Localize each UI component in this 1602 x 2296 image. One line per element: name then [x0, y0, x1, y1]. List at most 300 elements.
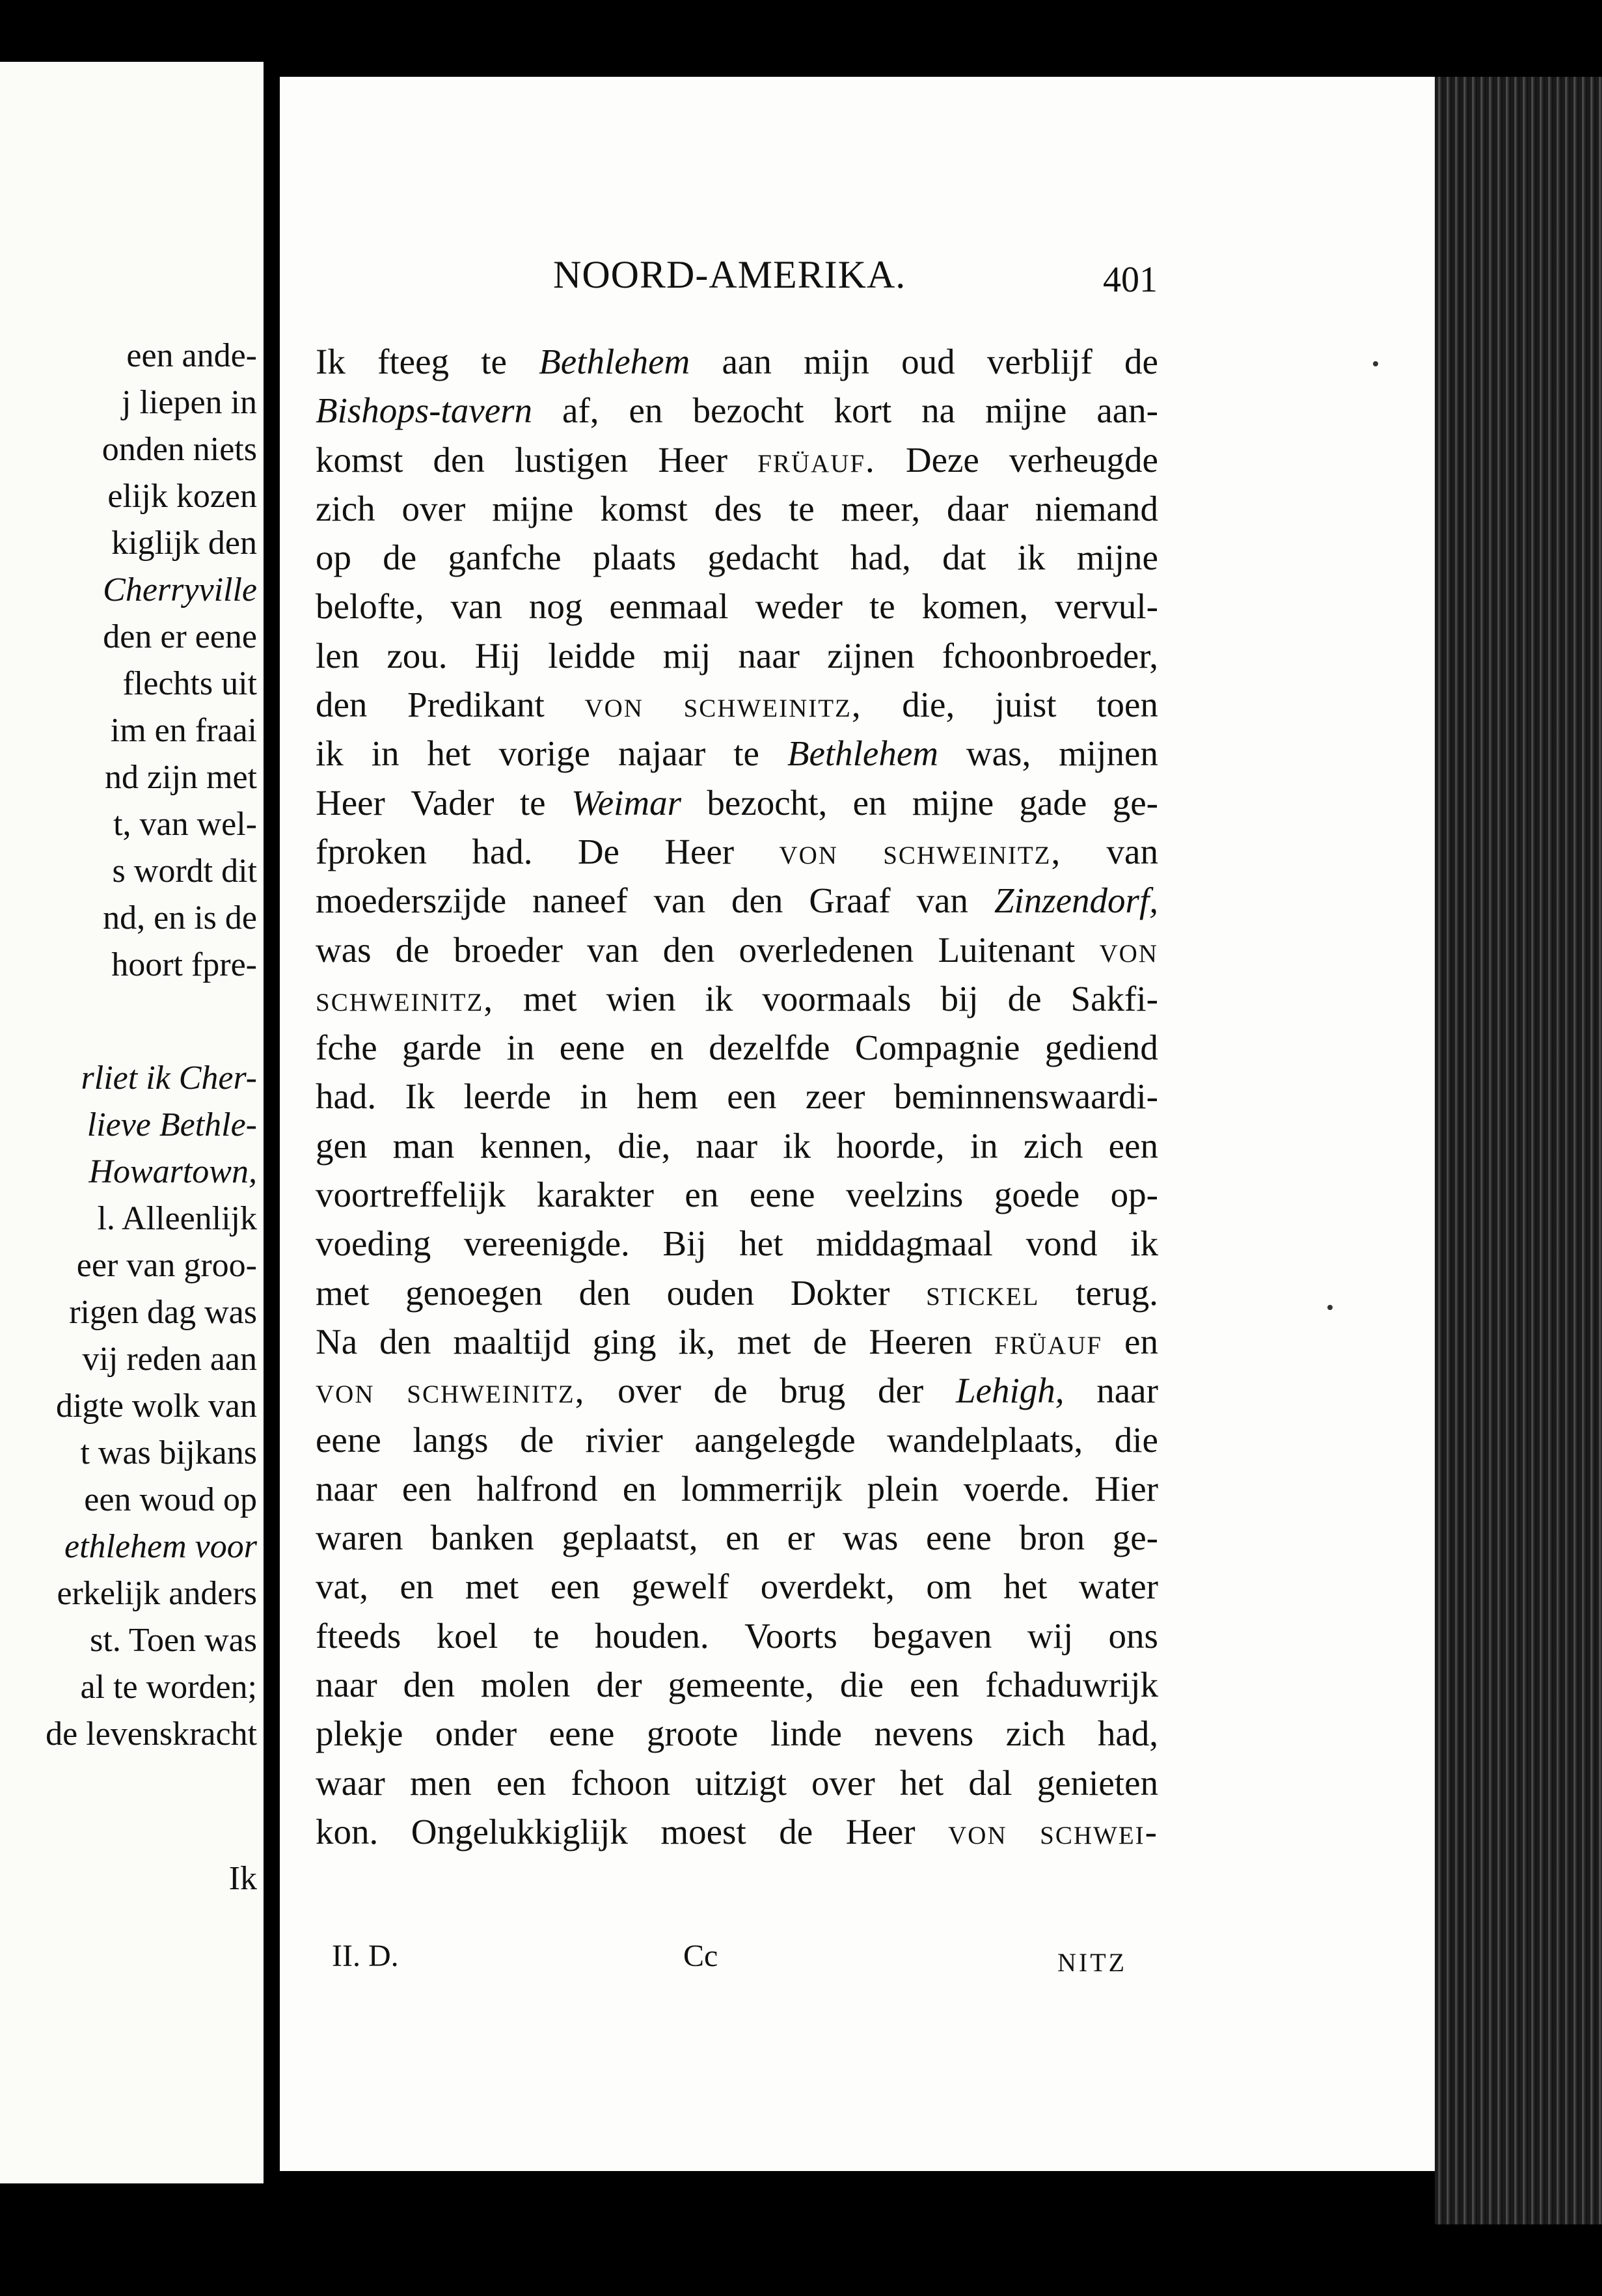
word: zich — [316, 488, 375, 528]
word: den — [316, 685, 368, 725]
word: vond — [1025, 1223, 1098, 1264]
word: ik — [705, 978, 733, 1018]
body-line — [316, 337, 1158, 386]
word: belofte, — [316, 586, 424, 627]
left-page-line: flechts uit — [122, 665, 257, 702]
word: mijne — [985, 390, 1067, 431]
word: terug. — [1076, 1272, 1158, 1313]
word: in — [970, 1125, 998, 1166]
word: komst — [600, 488, 688, 528]
word: eene — [559, 1028, 625, 1068]
word: af, — [562, 390, 599, 431]
word: karakter — [536, 1175, 654, 1215]
word: voeding — [316, 1223, 431, 1264]
word: mijne — [1076, 538, 1158, 578]
word: had. — [472, 831, 533, 871]
word: schweinitz, — [883, 831, 1062, 871]
word: rivier — [585, 1419, 663, 1460]
word: en — [852, 782, 887, 823]
word: hoorde, — [836, 1125, 945, 1166]
word: komen, — [921, 586, 1029, 627]
word: genoegen — [405, 1272, 543, 1313]
word: ge- — [1112, 782, 1158, 823]
body-line — [316, 533, 1158, 582]
left-page-line: Ik — [228, 1860, 257, 1897]
word: Ik — [316, 342, 346, 381]
word: Zinzendorf, — [994, 881, 1158, 921]
word: Bethlehem — [787, 733, 938, 774]
word: linde — [770, 1714, 842, 1754]
word: met — [737, 1321, 791, 1361]
word: najaar — [618, 733, 706, 774]
word: Graaf — [809, 881, 891, 921]
word: schwei- — [1040, 1811, 1158, 1852]
left-page-line: digte wolk van — [55, 1387, 257, 1425]
word: gedacht — [707, 538, 819, 578]
word: het — [899, 1762, 944, 1803]
body-line — [316, 925, 1158, 974]
word: bron — [1019, 1518, 1085, 1558]
body-line — [316, 1611, 1158, 1660]
speck — [1327, 1305, 1333, 1310]
word: bezocht, — [707, 782, 828, 823]
body-line — [316, 386, 1158, 435]
word: houden. — [595, 1615, 709, 1656]
word: weder — [755, 586, 843, 627]
word: fchaduwrijk — [985, 1665, 1158, 1705]
word: plaats — [592, 538, 677, 578]
word: die, — [902, 685, 955, 725]
word: bij — [940, 978, 979, 1018]
word: naneef — [532, 881, 628, 921]
word: fteeg — [377, 342, 449, 381]
word: met — [465, 1566, 519, 1607]
body-line — [316, 582, 1158, 631]
word: mijne — [912, 782, 994, 823]
word: gemeente, — [668, 1665, 814, 1705]
word: Heer — [658, 439, 728, 480]
word: vervul- — [1055, 586, 1158, 627]
left-page-line: t was bijkans — [80, 1434, 257, 1471]
word: schweinitz, — [683, 685, 862, 725]
word: ons — [1108, 1615, 1158, 1656]
left-page-line: s wordt dit — [112, 853, 257, 890]
word: en — [622, 1468, 657, 1509]
word: water — [1078, 1566, 1158, 1607]
word: lustigen — [515, 439, 629, 480]
word: was — [316, 929, 372, 970]
word: die — [1114, 1419, 1158, 1460]
left-page-line: st. Toen was — [90, 1622, 257, 1659]
body-line — [316, 631, 1158, 680]
word: den — [731, 881, 783, 921]
word: was, — [966, 733, 1031, 774]
word: was — [842, 1518, 899, 1558]
word: geplaatst, — [562, 1518, 698, 1558]
word: len — [316, 635, 360, 676]
left-page-line: nd zijn met — [105, 759, 257, 796]
word: zijnen — [827, 635, 915, 676]
word: op- — [1110, 1175, 1158, 1215]
word: er — [787, 1518, 815, 1558]
word: een — [909, 1665, 960, 1705]
left-page-line: de levenskracht — [46, 1715, 257, 1753]
word: voortreffelijk — [316, 1175, 506, 1215]
body-line — [316, 484, 1158, 533]
word: Bethlehem — [539, 342, 690, 381]
speck — [1373, 361, 1378, 366]
word: dal — [968, 1762, 1012, 1803]
word: naar — [316, 1468, 377, 1509]
word: nog — [528, 586, 583, 627]
page-stack-edge — [1435, 77, 1602, 2224]
word: Luitenant — [938, 929, 1076, 970]
body-line — [316, 876, 1158, 925]
word: van — [587, 929, 639, 970]
word: vat, — [316, 1566, 368, 1607]
page-number: 401 — [1103, 260, 1158, 300]
word: het — [739, 1223, 783, 1264]
word: broeder — [453, 929, 563, 970]
word: eene — [316, 1419, 381, 1460]
left-page-line: nd, en is de — [103, 899, 257, 936]
body-line — [316, 1709, 1158, 1758]
word: oud — [901, 342, 955, 381]
word: voerde. — [963, 1468, 1070, 1509]
word: garde — [402, 1028, 482, 1068]
word: een — [727, 1076, 777, 1117]
body-line — [316, 1121, 1158, 1170]
word: ik, — [678, 1321, 716, 1361]
word: genieten — [1037, 1762, 1158, 1803]
word: eene — [549, 1714, 615, 1754]
word: Heeren — [869, 1321, 973, 1361]
word: Hier — [1094, 1468, 1158, 1509]
left-page-line: t, van wel- — [113, 806, 257, 843]
left-page-line: hoort fpre- — [111, 946, 257, 983]
body-line — [316, 1366, 1158, 1415]
word: eenmaal — [609, 586, 729, 627]
page-header — [280, 253, 1435, 305]
word: von — [1099, 929, 1158, 970]
word: veelzins — [846, 1175, 964, 1215]
word: te — [869, 586, 895, 627]
word: de — [383, 538, 417, 578]
word: den — [403, 1665, 455, 1705]
word: men — [410, 1762, 472, 1803]
word: Ongelukkiglijk — [411, 1811, 628, 1852]
word: begaven — [873, 1615, 992, 1656]
word: kennen, — [480, 1125, 593, 1166]
word: bezocht — [692, 390, 804, 431]
word: den — [379, 1321, 431, 1361]
word: eene — [749, 1175, 815, 1215]
word: een — [401, 1468, 452, 1509]
word: Heer — [316, 782, 385, 823]
word: onder — [435, 1714, 517, 1754]
word: mijnen — [1059, 733, 1158, 774]
word: ganfche — [448, 538, 562, 578]
word: toen — [1096, 685, 1158, 725]
left-page-line: een ande- — [126, 337, 257, 374]
word: naar — [696, 1125, 758, 1166]
word: die — [839, 1665, 884, 1705]
gathering-mark: Cc — [683, 1939, 718, 1973]
word: kort — [834, 390, 892, 431]
word: de — [779, 1811, 813, 1852]
word: dezelfde — [709, 1028, 830, 1068]
word: Weimar — [571, 782, 682, 823]
word: der — [877, 1371, 924, 1411]
word: de — [395, 929, 429, 970]
left-page-line: kiglijk den — [111, 525, 257, 562]
left-page-line: j liepen in — [122, 384, 257, 421]
word: een — [496, 1762, 547, 1803]
left-page-line: Cherryville — [103, 571, 257, 608]
word: ik — [316, 733, 344, 774]
word: ge- — [1112, 1518, 1158, 1558]
word: naar — [316, 1665, 377, 1705]
word: nevens — [874, 1714, 974, 1754]
word: plekje — [316, 1714, 403, 1754]
word: plein — [867, 1468, 939, 1509]
word: goede — [994, 1175, 1080, 1215]
word: Bishops-tavern — [316, 390, 533, 431]
left-page-line: ethlehem voor — [64, 1528, 257, 1565]
left-page-line: erkelijk anders — [57, 1575, 257, 1612]
word: moederszijde — [316, 881, 507, 921]
word: leidde — [548, 635, 636, 676]
body-line — [316, 680, 1158, 729]
body-line — [316, 1660, 1158, 1709]
word: te — [481, 342, 507, 381]
left-page-line: den er eene — [103, 618, 257, 655]
word: Deze — [905, 439, 979, 480]
word: te — [789, 488, 815, 528]
word: beminnenswaardi- — [893, 1076, 1158, 1117]
word: het — [427, 733, 471, 774]
running-title: NOORD-AMERIKA. — [553, 253, 906, 296]
word: en — [400, 1566, 434, 1607]
word: waren — [316, 1518, 403, 1558]
word: ik — [1130, 1223, 1158, 1264]
body-line — [316, 1268, 1158, 1317]
word: op — [316, 538, 351, 578]
left-page-line: eer van groo- — [76, 1247, 257, 1284]
word: wien — [606, 978, 676, 1018]
signature-mark: II. D. — [332, 1939, 399, 1973]
word: schweinitz, — [407, 1371, 586, 1411]
word: uitzigt — [695, 1762, 787, 1803]
word: von — [948, 1811, 1007, 1852]
word: een — [550, 1566, 601, 1607]
word: vereenigde. — [463, 1223, 630, 1264]
word: früauf. — [757, 439, 876, 480]
word: over — [811, 1762, 875, 1803]
word: verheugde — [1009, 439, 1158, 480]
word: mijn — [804, 342, 869, 381]
word: overdekt, — [760, 1566, 895, 1607]
body-line — [316, 1023, 1158, 1072]
word: aangelegde — [694, 1419, 856, 1460]
word: naar — [738, 635, 800, 676]
word: met — [316, 1272, 370, 1313]
word: eene — [926, 1518, 992, 1558]
word: banken — [430, 1518, 534, 1558]
left-page-line: Howartown, — [88, 1153, 257, 1190]
left-page-line: elijk kozen — [107, 478, 257, 515]
word: fche — [316, 1028, 377, 1068]
word: stickel — [926, 1272, 1040, 1313]
word: en — [685, 1175, 719, 1215]
body-line — [316, 1072, 1158, 1121]
word: fchoon — [571, 1762, 671, 1803]
word: gewelf — [631, 1566, 729, 1607]
left-page-line: al te worden; — [80, 1669, 257, 1706]
word: mij — [662, 635, 711, 676]
word: te — [533, 1615, 560, 1656]
word: zich — [1005, 1714, 1066, 1754]
body-line — [316, 1415, 1158, 1464]
word: daar — [947, 488, 1009, 528]
word: ik — [783, 1125, 811, 1166]
body-line — [316, 827, 1158, 876]
left-page-line: im en fraai — [110, 712, 257, 749]
word: lommerrijk — [681, 1468, 843, 1509]
word: von — [584, 685, 644, 725]
word: naar — [1096, 1371, 1158, 1411]
word: gediend — [1044, 1028, 1158, 1068]
body-line — [316, 1170, 1158, 1219]
right-page — [280, 77, 1435, 2171]
word: de — [1124, 342, 1158, 381]
word: groote — [646, 1714, 739, 1754]
word: meer, — [841, 488, 921, 528]
word: verblijf — [986, 342, 1093, 381]
word: voormaals — [762, 978, 912, 1018]
word: schweinitz, — [316, 978, 495, 1018]
left-page-line: een woud op — [84, 1481, 257, 1518]
word: te — [519, 782, 546, 823]
word: in — [506, 1028, 535, 1068]
body-line — [316, 1807, 1158, 1856]
word: overledenen — [739, 929, 914, 970]
body-line — [316, 1317, 1158, 1366]
body-line — [316, 435, 1158, 484]
word: had. — [316, 1076, 377, 1117]
page-footer — [280, 1938, 1435, 1990]
word: van — [450, 586, 502, 627]
body-line — [316, 974, 1158, 1023]
word: Lehigh, — [955, 1371, 1065, 1411]
word: zeer — [805, 1076, 865, 1117]
body-line — [316, 1464, 1158, 1513]
word: en — [1124, 1321, 1158, 1361]
word: aan — [722, 342, 772, 381]
word: aan- — [1096, 390, 1158, 431]
word: maaltijd — [453, 1321, 571, 1361]
word: gade — [1019, 782, 1087, 823]
word: en — [649, 1028, 684, 1068]
word: zou. — [387, 635, 448, 676]
body-line — [316, 778, 1158, 827]
word: waar — [316, 1762, 385, 1803]
word: man — [392, 1125, 455, 1166]
word: mijne — [492, 488, 574, 528]
word: moest — [660, 1811, 746, 1852]
word: Heer — [845, 1811, 916, 1852]
word: molen — [480, 1665, 571, 1705]
word: Sakfi- — [1070, 978, 1158, 1018]
word: Na — [316, 1321, 358, 1361]
word: hem — [636, 1076, 698, 1117]
body-line — [316, 1513, 1158, 1562]
word: met — [523, 978, 577, 1018]
word: Voorts — [744, 1615, 837, 1656]
word: halfrond — [476, 1468, 598, 1509]
word: koel — [436, 1615, 498, 1656]
word: der — [596, 1665, 642, 1705]
word: fchoonbroeder, — [942, 635, 1158, 676]
body-line — [316, 729, 1158, 778]
word: wij — [1027, 1615, 1074, 1656]
word: gen — [316, 1125, 368, 1166]
word: fproken — [316, 831, 428, 871]
word: Ik — [405, 1076, 435, 1117]
body-line — [316, 1562, 1158, 1611]
word: na — [921, 390, 956, 431]
word: Compagnie — [854, 1028, 1020, 1068]
word: de — [813, 1321, 847, 1361]
body-line — [316, 1219, 1158, 1268]
word: over — [401, 488, 466, 528]
word: Hij — [474, 635, 521, 676]
word: juist — [994, 685, 1057, 725]
word: komst — [316, 439, 403, 480]
word: vorige — [498, 733, 591, 774]
word: te — [733, 733, 759, 774]
word: Heer — [664, 831, 735, 871]
word: om — [926, 1566, 972, 1607]
word: die, — [618, 1125, 671, 1166]
word: had, — [850, 538, 911, 578]
word: fteeds — [316, 1615, 401, 1656]
word: Bij — [662, 1223, 707, 1264]
word: over — [618, 1371, 681, 1411]
left-page-line: vij reden aan — [82, 1341, 257, 1378]
word: den — [433, 439, 485, 480]
word: ging — [592, 1321, 657, 1361]
left-page-line: rigen dag was — [69, 1294, 257, 1331]
word: des — [714, 488, 763, 528]
word: ouden — [666, 1272, 755, 1313]
left-page-line: rliet ik Cher- — [81, 1059, 257, 1097]
word: had, — [1097, 1714, 1158, 1754]
word: langs — [413, 1419, 489, 1460]
word: Predikant — [407, 685, 545, 725]
word: leerde — [463, 1076, 551, 1117]
word: zich — [1023, 1125, 1083, 1166]
word: ik — [1017, 538, 1046, 578]
left-page-line: l. Alleenlijk — [97, 1200, 257, 1237]
body-line — [316, 1758, 1158, 1807]
left-page-line: onden niets — [102, 431, 257, 468]
word: in — [371, 733, 400, 774]
word: Vader — [411, 782, 495, 823]
word: van — [653, 881, 706, 921]
word: den — [578, 1272, 631, 1313]
word: de — [713, 1371, 748, 1411]
